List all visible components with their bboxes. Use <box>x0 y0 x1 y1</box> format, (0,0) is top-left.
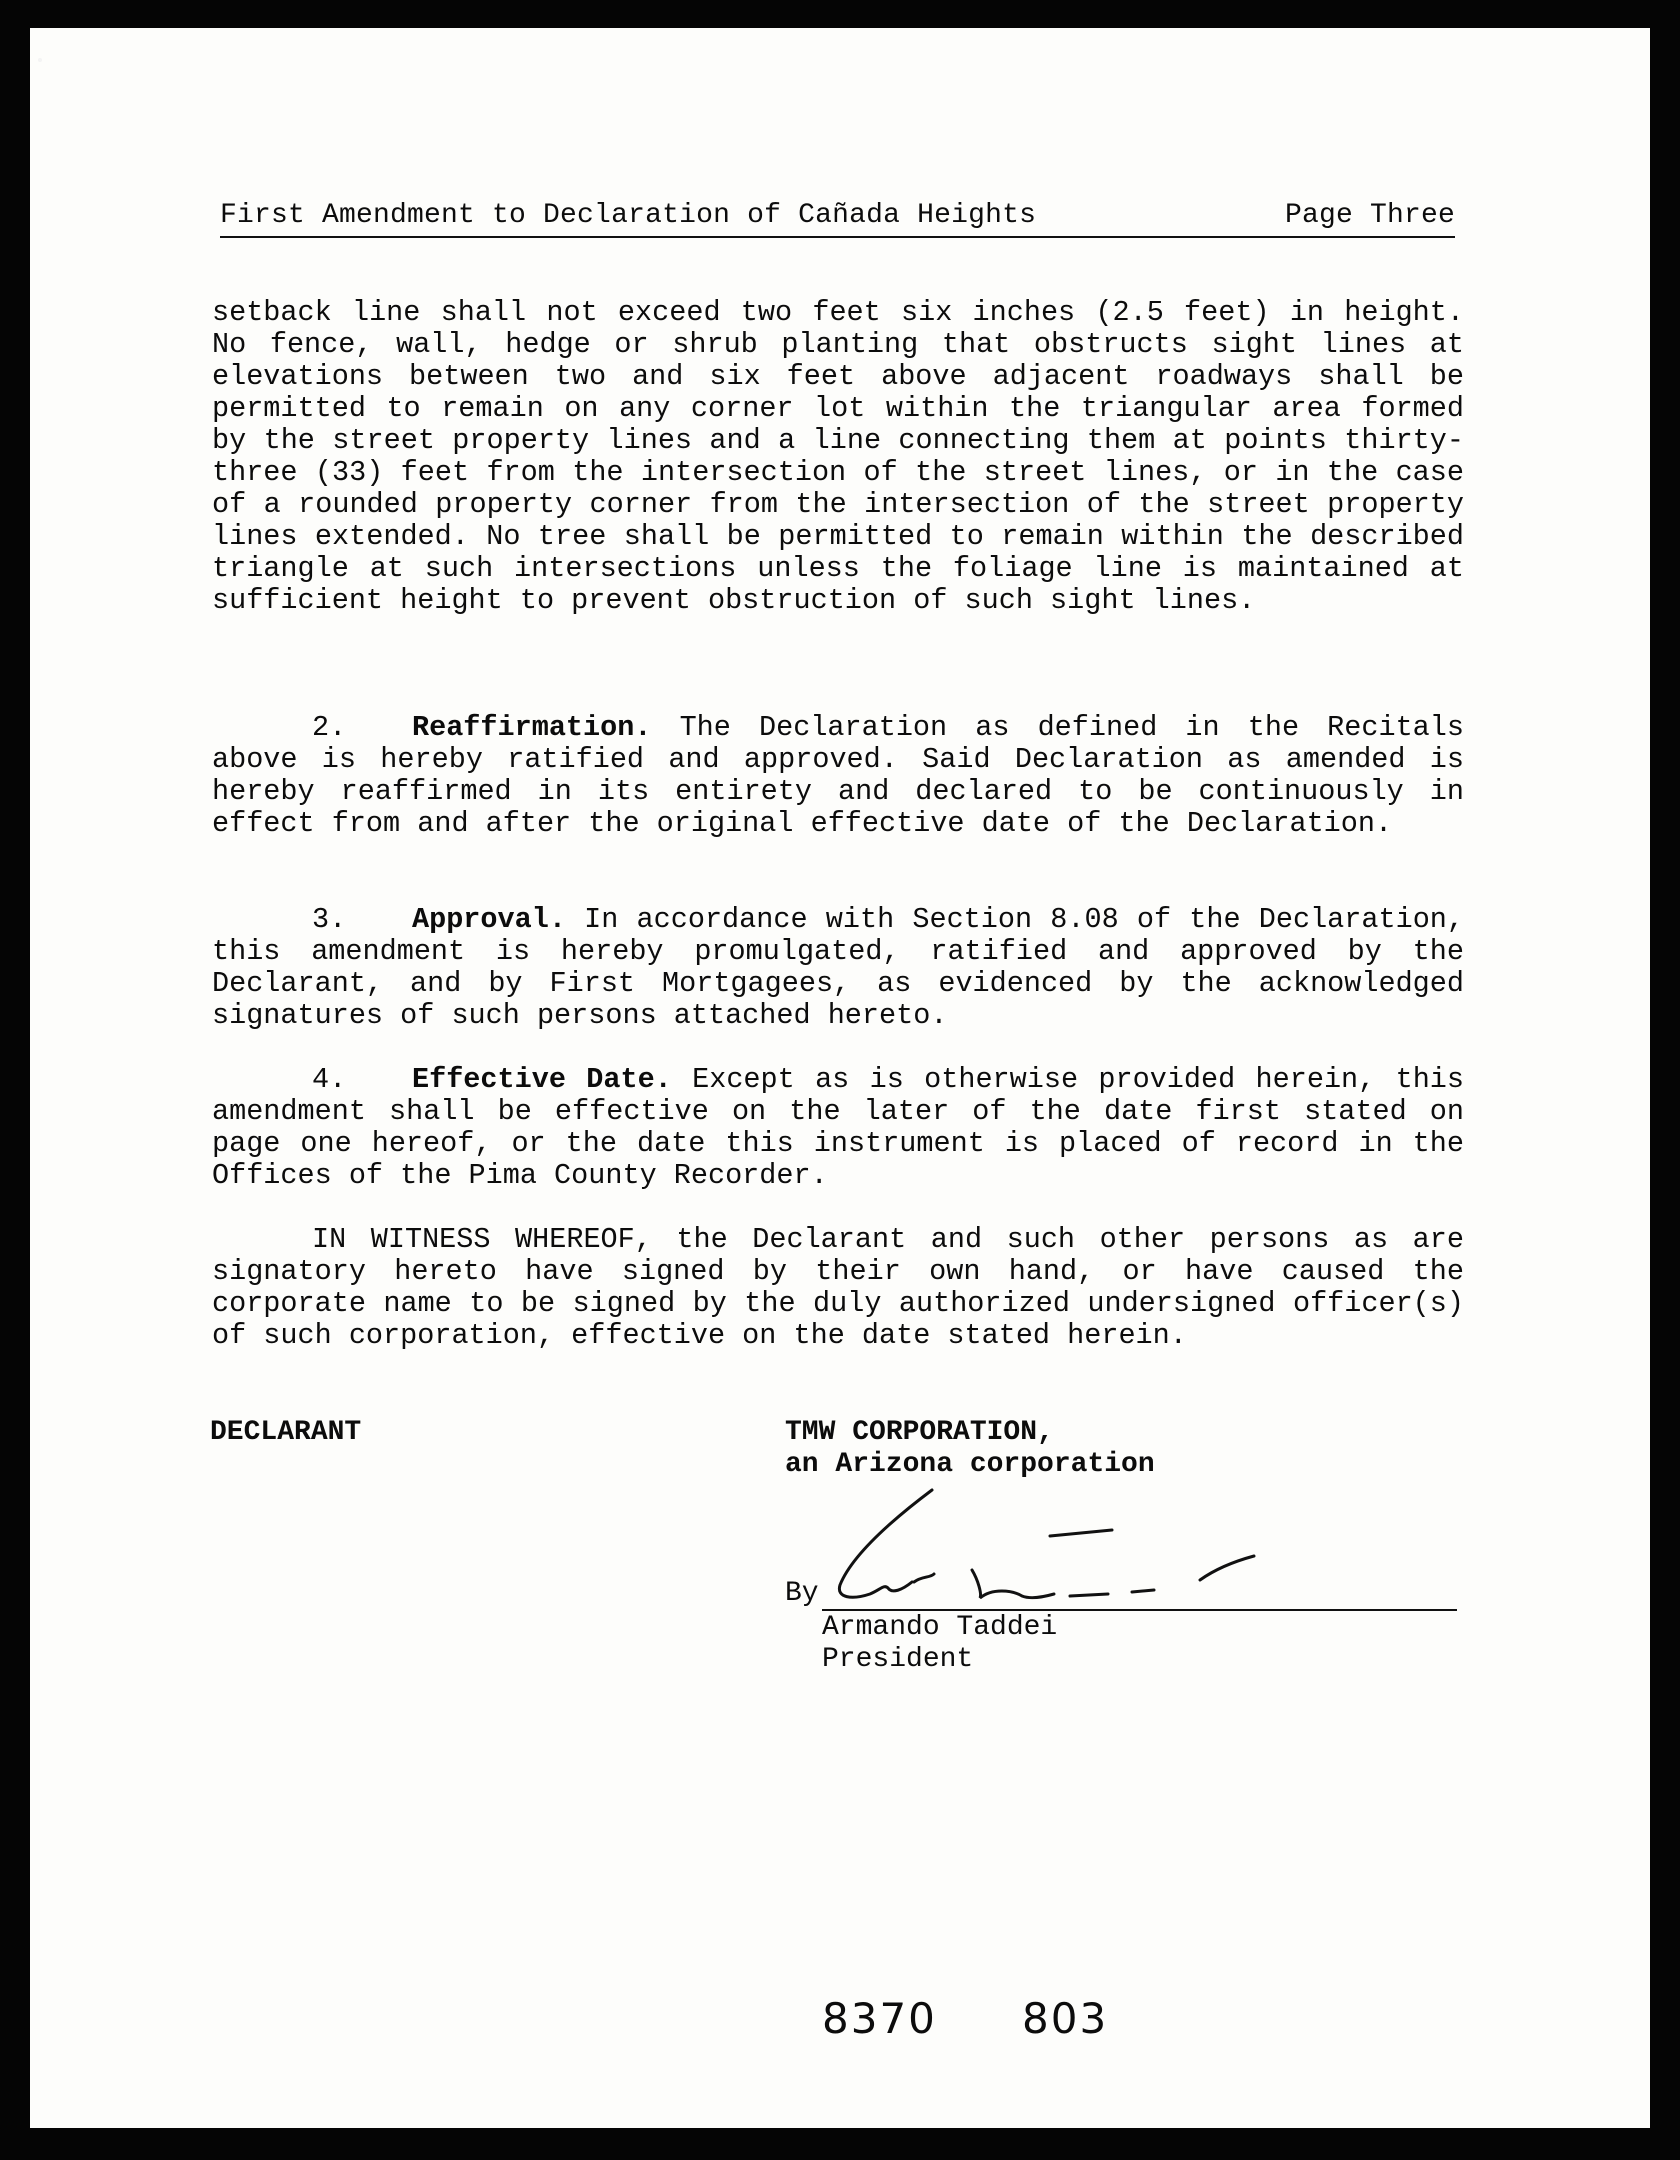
page-number-label: Page Three <box>1284 200 1455 231</box>
section-reaffirmation <box>212 712 1464 840</box>
corporation-name: TMW CORPORATION, <box>785 1417 1054 1448</box>
page-sequence-number: 803 <box>1022 1994 1109 2043</box>
handwritten-signature <box>822 1470 1302 1610</box>
signature-line <box>822 1609 1457 1611</box>
document-title: First Amendment to Declaration of Cañada Heights <box>220 200 1037 231</box>
corporation-description: an Arizona corporation <box>785 1449 1155 1480</box>
section-text: The Declaration as defined in the Recitals above is hereby ratified and approved. Said Declaration as amended is hereby reaffirmed in its entirety and declared to be continuously in effect from and after the original effective date of the Declaration. <box>212 711 1464 840</box>
witness-text: IN WITNESS WHEREOF, the Declarant and such other persons as are signatory hereto have signed by their own hand, or have caused the corporate name to be signed by the duly authorized undersigned officer(s) of such corporation, effective on the date stated herein. <box>212 1223 1464 1352</box>
section-title: Approval. <box>412 903 566 936</box>
signer-name: Armando Taddei <box>822 1612 1058 1643</box>
section-effective-date <box>212 1064 1464 1192</box>
declarant-label: DECLARANT <box>210 1417 362 1448</box>
document-number: 8370 <box>822 1994 937 2043</box>
by-label: By <box>785 1578 819 1609</box>
witness-paragraph <box>212 1224 1464 1352</box>
section-number: 2. <box>312 711 347 744</box>
section-title: Effective Date. <box>412 1063 672 1096</box>
section-approval <box>212 904 1464 1032</box>
section-number: 4. <box>312 1063 347 1096</box>
section-number: 3. <box>312 903 347 936</box>
section-text: In accordance with Section 8.08 of the Declaration, this amendment is hereby promulgated, ratified and approved by the Declarant, and by First Mortgagees, as evidenced by the acknowledged signatures of such persons attached hereto. <box>212 903 1464 1032</box>
section-text: Except as is otherwise provided herein, this amendment shall be effective on the later of the date first stated on page one hereof, or the date this instrument is placed of record in the Offices of the Pima County Recorder. <box>212 1063 1465 1192</box>
signer-title: President <box>822 1644 974 1675</box>
scan-speck <box>38 58 42 62</box>
section-title: Reaffirmation. <box>412 711 652 744</box>
page-header <box>220 200 1455 238</box>
paragraph-setback: setback line shall not exceed two feet six inches (2.5 feet) in height. No fence, wall, hedge or shrub planting that obstructs sight lines at elevations between two and six feet above adjacent roadways shall be permitted to remain on any corner lot within the triangular area formed by the street property lines and a line connecting them at points thirty-three (33) feet from the intersection of the street lines, or in the case of a rounded property corner from the intersection of the street property lines extended. No tree shall be permitted to remain within the described triangle at such intersections unless the foliage line is maintained at sufficient height to prevent obstruction of such sight lines. <box>212 296 1464 617</box>
signer-block <box>822 1612 1057 1676</box>
